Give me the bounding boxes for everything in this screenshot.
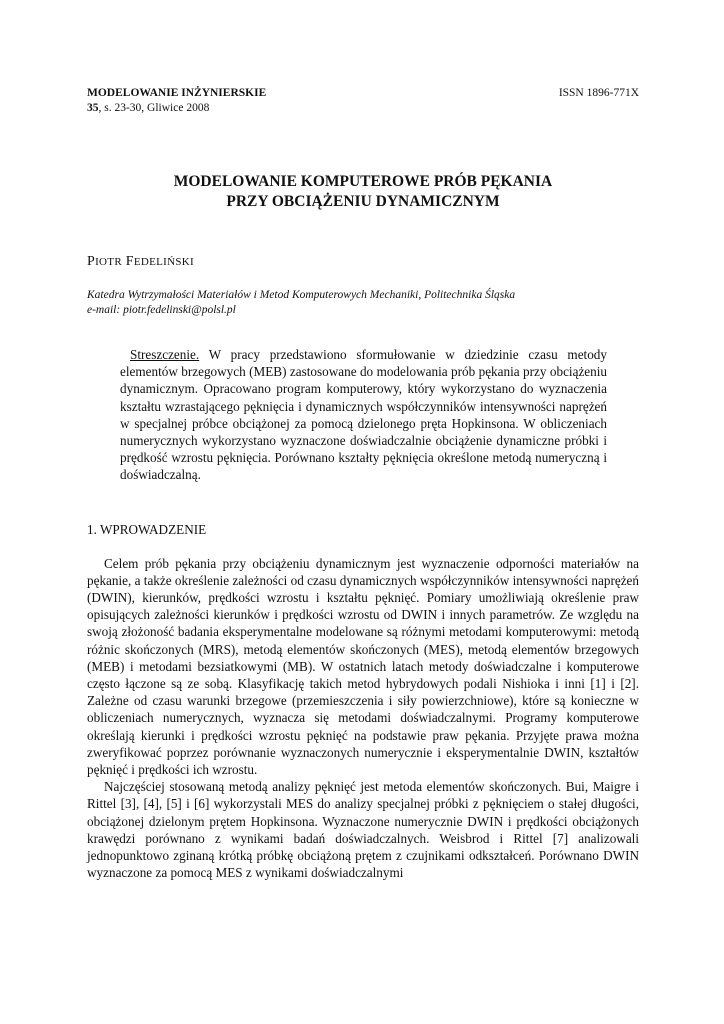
title-line-1: MODELOWANIE KOMPUTEROWE PRÓB PĘKANIA	[173, 173, 553, 190]
journal-name: MODELOWANIE INŻYNIERSKIE	[87, 87, 267, 99]
author-first-initial: P	[87, 254, 96, 269]
paper-page	[87, 86, 639, 881]
abstract-label: Streszczenie.	[130, 347, 200, 362]
email: e-mail: piotr.fedelinski@polsl.pl	[87, 304, 236, 316]
author-first-rest: IOTR	[95, 256, 122, 268]
paragraph: Najczęściej stosowaną metodą analizy pęknięć jest metoda elementów skończonych. Bui, Maigre i Rittel [3], [4], [5] i [6] wykorzystali MES do analizy specjalnej próbki z pęknięciem o stałej długości, obciążonej dzielonym prętem Hopkinsona. Wyznaczone numerycznie DWIN i prędkości obciążonych krawędzi porównano z wynikami badań doświadczalnych. Weisbrod i Rittel [7] analizowali jednopunktowo zginaną krótką próbkę obciążoną prętem z czujnikami odkształceń. Porównano DWIN wyznaczone za pomocą MES z wynikami doświadczalnymi	[87, 779, 639, 881]
volume-number: 35	[87, 102, 99, 114]
journal-header	[87, 86, 639, 116]
abstract-text: W pracy przedstawiono sformułowanie w dziedzinie czasu metody elementów brzegowych (MEB) zastosowane do modelowania prób pękania przy obciążeniu dynamicznym. Opracowano program komputerowy, który wykorzystano do wyznaczenia kształtu wzrastającego pęknięcia i dynamicznych współczynników intensywności naprężeń w specjalnej próbce obciążonej za pomocą dzielonego pręta Hopkinsona. W obliczeniach numerycznych wykorzystano wyznaczone doświadczalnie obciążenie dynamiczne próbki i prędkość wzrostu pęknięcia. Porównano kształty pęknięcia określone metodą numeryczną i doświadczalną.	[120, 347, 607, 483]
abstract	[120, 346, 607, 484]
pages-place-year: , s. 23-30, Gliwice 2008	[98, 102, 210, 114]
author-name	[87, 254, 639, 270]
issn: ISSN 1896-771X	[558, 87, 639, 99]
author-last-initial: F	[125, 254, 134, 269]
title-line-2: PRZY OBCIĄŻENIU DYNAMICZNYM	[226, 193, 500, 210]
issue-info	[87, 101, 639, 116]
section-body	[87, 555, 639, 882]
paper-title	[87, 172, 639, 212]
author-last-rest: EDELIŃSKI	[133, 256, 195, 268]
institution: Katedra Wytrzymałości Materiałów i Metod Komputerowych Mechaniki, Politechnika Śląska	[87, 289, 516, 301]
paragraph: Celem prób pękania przy obciążeniu dynamicznym jest wyznaczenie odporności materiałów na pękanie, a także określenie zależności od czasu dynamicznych współczynników intensywności naprężeń (DWIN), kierunków, prędkości wzrostu i kształtu pęknięć. Pomiary umożliwiają określenie praw opisujących zależności kierunków i prędkości wzrostu od DWIN i innych parametrów. Ze względu na swoją złożoność badania eksperymentalne modelowane są różnymi metodami komputerowymi: metodą różnic skończonych (MRS), metodą elementów skończonych (MES), metodą elementów brzegowych (MEB) i metodami bezsiatkowymi (MB). W ostatnich latach metody doświadczalne i komputerowe często łączone są ze sobą. Klasyfikację takich metod hybrydowych podali Nishioka i inni [1] i [2]. Zależne od czasu warunki brzegowe (przemieszczenia i siły powierzchniowe), które są konieczne w obliczeniach numerycznych, wyznacza się metodami doświadczalnymi. Programy komputerowe określają kierunki i prędkości wzrostu pęknięć na podstawie praw pękania. Przyjęte prawa można zweryfikować poprzez porównanie wyznaczonych numerycznie i eksperymentalnie DWIN, kształtów pęknięć i prędkości ich wzrostu.	[87, 555, 639, 778]
section-heading: 1. WPROWADZENIE	[87, 521, 207, 537]
affiliation	[87, 288, 639, 318]
